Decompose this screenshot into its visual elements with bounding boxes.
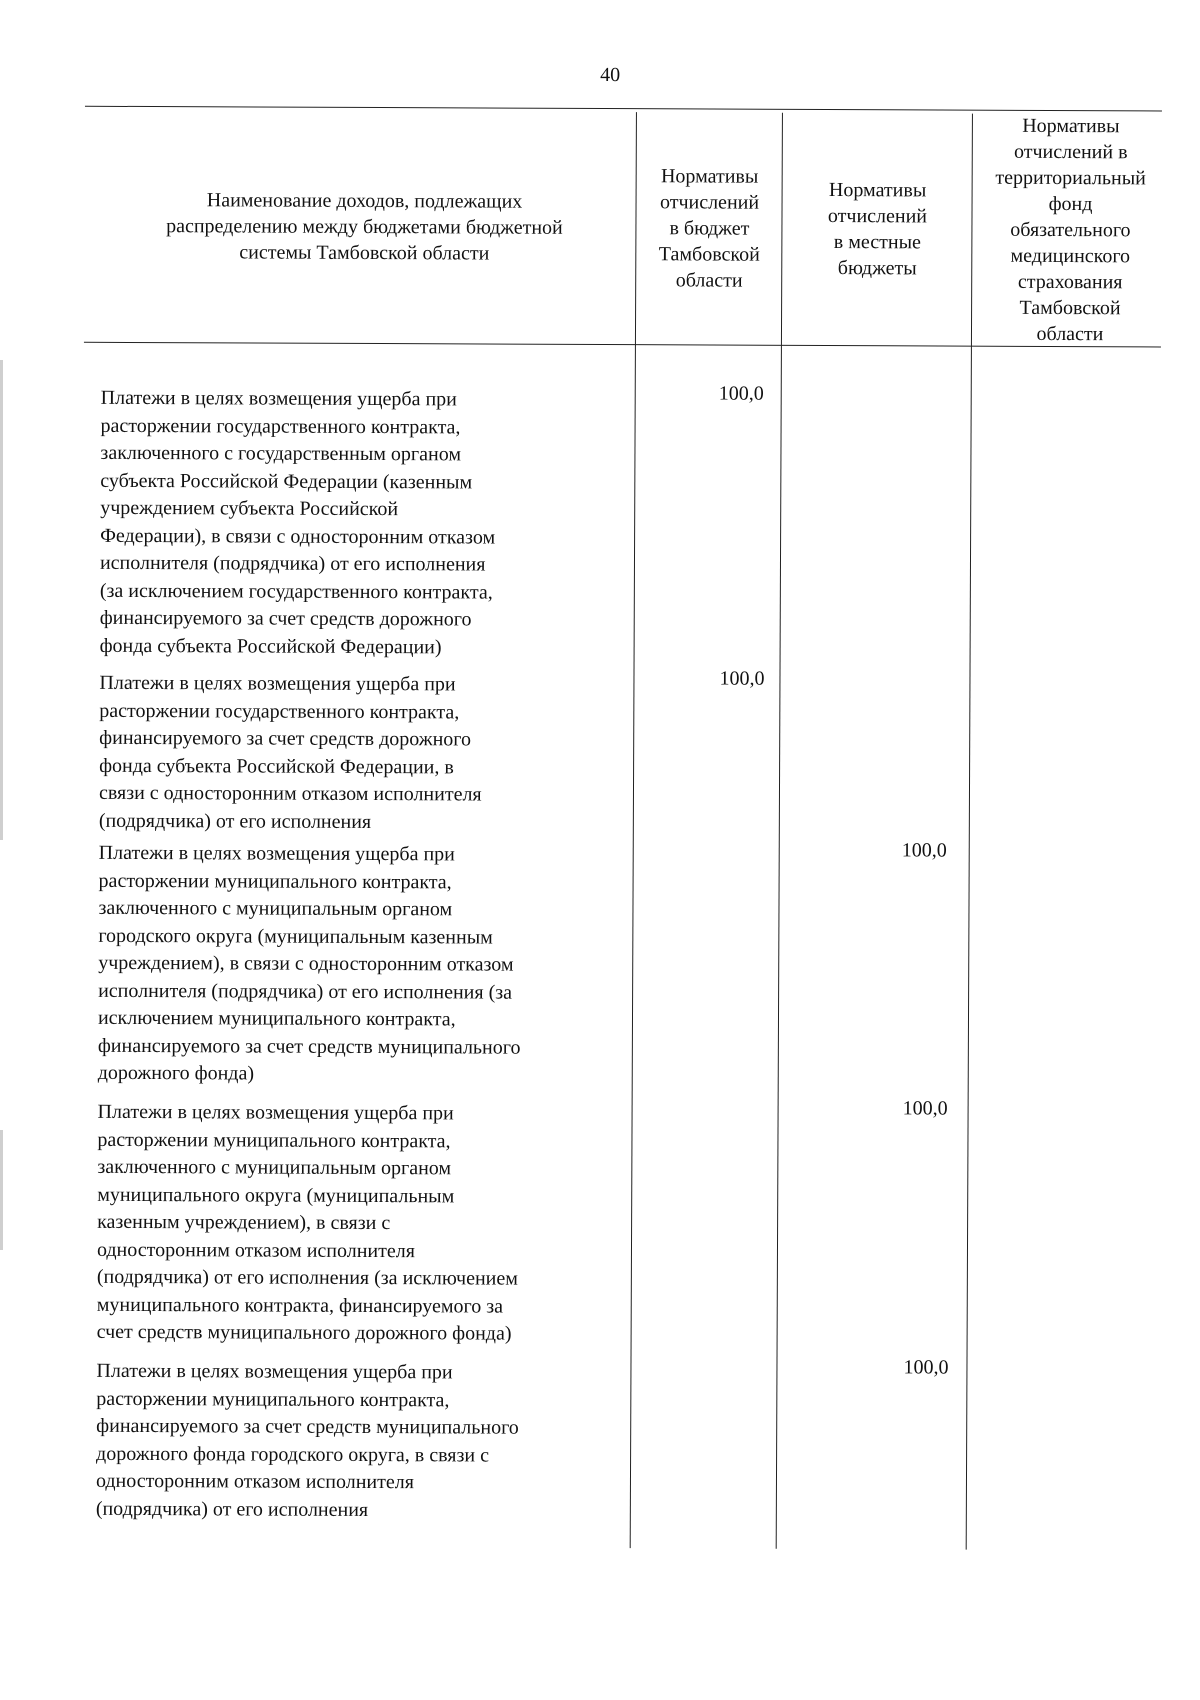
page-number: 40	[600, 64, 621, 87]
table-row-3-name: Платежи в целях возмещения ущерба при расторжении муниципального контракта, заключенного с муниципальным органом городского округа (муниципальным казенным учреждением), в связи с односторонним отказом исполнителя (подрядчика) от его исполнения (за исключением муниципального контракта, финансируемого за счет средств муниципального дорожного фонда)	[97, 841, 521, 1085]
header-regional-budget-text: Нормативы отчислений в бюджет Тамбовской области	[658, 165, 760, 292]
table-row-2-regional-value: 100,0	[719, 667, 765, 690]
header-territorial-fund-text: Нормативы отчислений в территориальный фонд обязательного медицинского страхования Тамбовской области	[995, 114, 1146, 346]
table-row-1-regional-value: 100,0	[718, 382, 764, 405]
table-row-1-name: Платежи в целях возмещения ущерба при расторжении государственного контракта, заключенного с государственным органом субъекта Российской Федерации (казенным учреждением субъекта Российской Федерации), в связи с односторонним отказом исполнителя (подрядчика) от его исполнения (за исключением государственного контракта, финансируемого за счет средств дорожного фонда субъекта Российской Федерации)	[99, 386, 496, 658]
header-territorial-fund	[975, 114, 1166, 347]
scan-edge-mark	[0, 1130, 3, 1250]
table-row-5-name: Платежи в целях возмещения ущерба при расторжении муниципального контракта, финансируемого за счет средств муниципального дорожного фонда городского округа, в связи с односторонним отказом исполнителя (подрядчика) от его исполнения	[95, 1359, 519, 1521]
table-row-3-local-value: 100,0	[901, 839, 947, 862]
table-row-4-local-value: 100,0	[902, 1097, 948, 1120]
table-row-4-name: Платежи в целях возмещения ущерба при расторжении муниципального контракта, заключенного с муниципальным органом муниципального округа (муниципальным казенным учреждением), в связи с односторонним отказом исполнителя (подрядчика) от его исполнения (за исключением муниципального контракта, финансируемого за счет средств муниципального дорожного фонда)	[96, 1100, 518, 1345]
header-local-budgets	[785, 113, 970, 346]
header-regional-budget	[639, 112, 780, 345]
header-income-name	[99, 110, 630, 344]
table-row-5-local-value: 100,0	[903, 1356, 949, 1379]
header-income-name-text: Наименование доходов, подлежащих распределению между бюджетами бюджетной системы Тамбовской области	[166, 189, 563, 265]
table-row-2-name: Платежи в целях возмещения ущерба при расторжении государственного контракта, финансируемого за счет средств дорожного фонда субъекта Российской Федерации, в связи с односторонним отказом исполнителя (подрядчика) от его исполнения	[98, 671, 482, 833]
scan-edge-mark	[0, 360, 3, 840]
header-local-budgets-text: Нормативы отчислений в местные бюджеты	[827, 178, 928, 280]
